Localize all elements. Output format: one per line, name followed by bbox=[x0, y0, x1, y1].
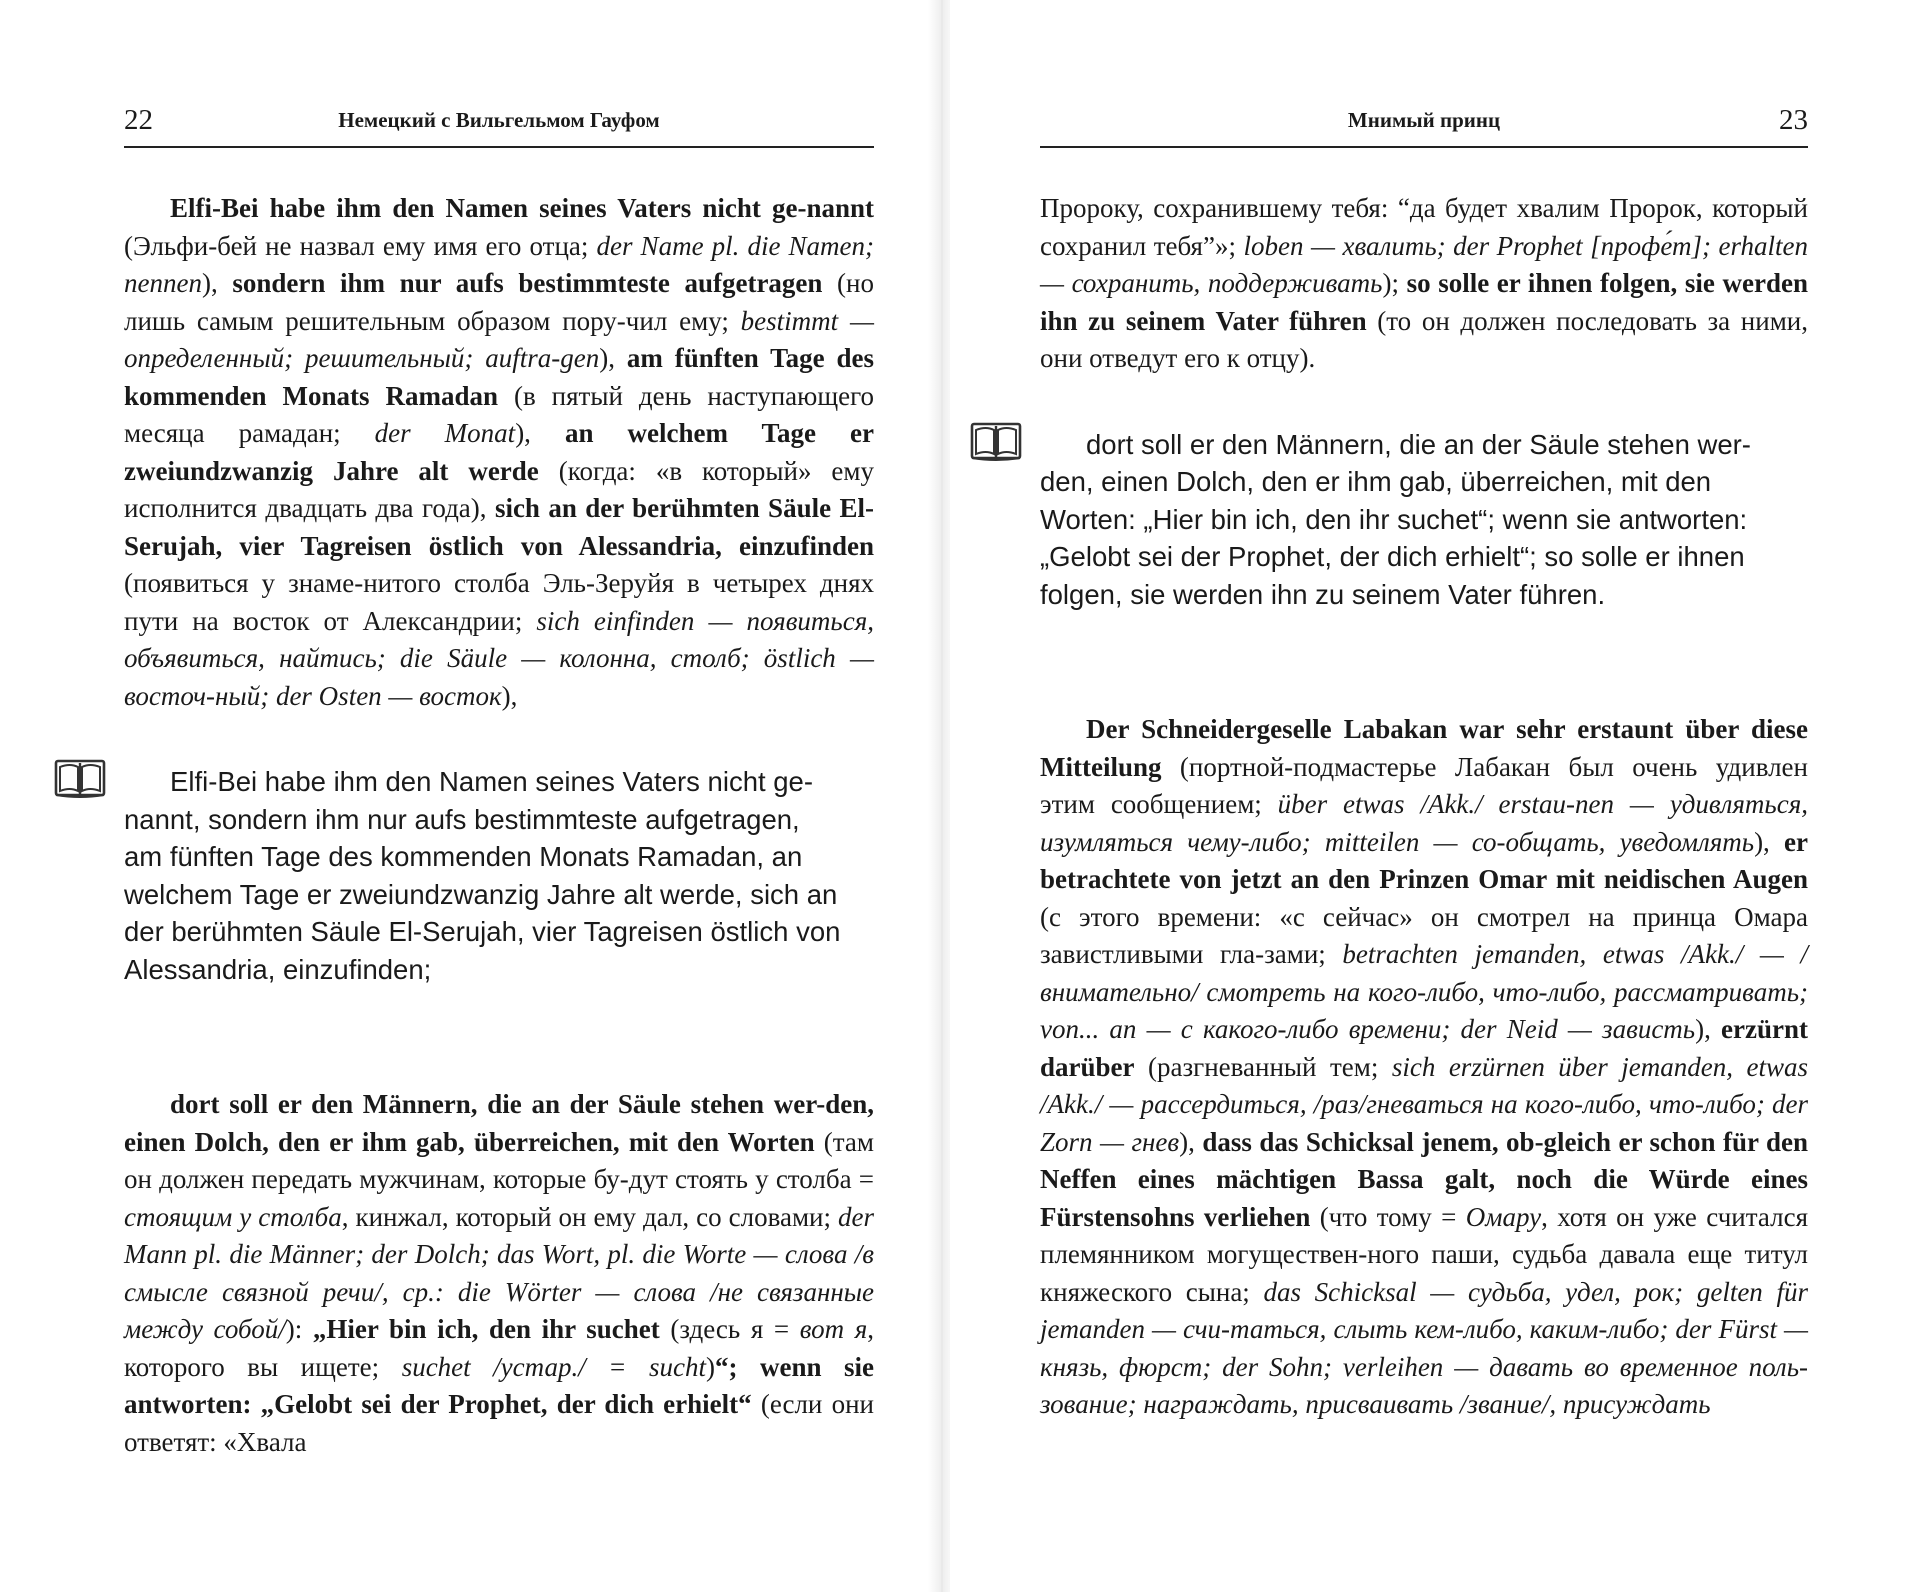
punctuation: ), bbox=[501, 680, 518, 711]
russian-gloss: (когда: «в который» ему исполнится двадцать два года), bbox=[124, 455, 874, 523]
vocab-note: sich erzürnen über jemanden, etwas /Akk./ — рассердиться, /раз/гневаться на кого-либо, что-либо; der Zorn — гнев bbox=[1040, 1051, 1808, 1157]
text-line: Elfi-Bei habe ihm den Namen seines Vaters nicht ge- bbox=[170, 766, 814, 797]
german-segment: er betrachtete von jetzt an den Prinzen Omar mit neidischen Augen bbox=[1040, 826, 1808, 894]
russian-gloss: , кинжал, который он ему дал, со словами; bbox=[341, 1201, 838, 1232]
page-number: 22 bbox=[124, 104, 153, 136]
text-line: welchem Tage er zweiundzwanzig Jahre alt werde, sich an bbox=[124, 878, 838, 910]
russian-gloss: (портной-подмастерье Лабакан был очень удивлен этим сообщением; bbox=[1040, 751, 1808, 819]
text-line: der berühmten Säule El-Serujah, vier Tagreisen östlich von bbox=[124, 916, 841, 947]
russian-gloss: Пророку, сохранившему тебя: “да будет хвалим Пророк, который сохранил тебя”»; bbox=[1040, 193, 1808, 261]
russian-gloss: , которого вы ищете; bbox=[124, 1314, 875, 1382]
russian-gloss: (в пятый день наступающего месяца рамадан; bbox=[124, 380, 874, 448]
punctuation: ), bbox=[1695, 1014, 1722, 1044]
german-segment: dort soll er den Männern, die an der Säule stehen wer-den, einen Dolch, den er ihm gab, überreichen, mit den Worten bbox=[124, 1089, 874, 1157]
german-segment: sondern ihm nur aufs bestimmteste aufgetragen bbox=[232, 268, 823, 298]
german-segment: dass das Schicksal jenem, ob-gleich er schon für den Neffen eines mächtigen Bassa galt, noch die Würde eines Fürstensohns verliehen bbox=[1040, 1126, 1808, 1232]
german-segment: so solle er ihnen folgen, sie werden ihn zu seinem Vater führen bbox=[1040, 268, 1808, 336]
vocab-note: suchet /устар./ = sucht bbox=[401, 1351, 706, 1382]
text-line: folgen, sie werden ihn zu seinem Vater führen. bbox=[1040, 578, 1606, 610]
running-title: Немецкий с Вильгельмом Гауфом bbox=[338, 108, 660, 132]
text-line: am fünften Tage des kommenden Monats Ramadan, an bbox=[124, 841, 803, 872]
german-segment: erzürnt darüber bbox=[1040, 1014, 1808, 1082]
russian-gloss: (здесь я = bbox=[659, 1314, 800, 1344]
vocab-note: loben — хвалить; der Prophet [профе́т]; erhalten — сохранить, поддерживать bbox=[1040, 230, 1808, 298]
russian-gloss: , хотя он уже считался племянником могуществен-ного паши, судьба давала еще титул княжеского сына; bbox=[1040, 1201, 1808, 1307]
punctuation: ), bbox=[201, 268, 233, 298]
open-book-icon bbox=[54, 759, 106, 799]
left-page-header bbox=[124, 98, 874, 148]
russian-gloss: (то он должен последовать за ними, они отведут его к отцу). bbox=[1040, 305, 1808, 373]
punctuation: ) bbox=[705, 1351, 715, 1382]
russian-gloss: (появиться у знаме-нитого столба Эль-Зеруйя в четырех днях пути на восток от Александрии; bbox=[124, 568, 874, 636]
running-title: Мнимый принц bbox=[1347, 108, 1501, 132]
vocab-note: betrachten jemanden, etwas /Akk./ — /внимательно/ смотреть на кого-либо, что-либо, рассматривать; von... an — с какого-либо времени; der Neid — зависть bbox=[1040, 939, 1808, 1044]
annotated-paragraph bbox=[1040, 190, 1808, 378]
russian-gloss: (разгневанный тем; bbox=[1134, 1051, 1392, 1082]
right-page-header bbox=[1040, 98, 1808, 148]
punctuation: ), bbox=[515, 418, 565, 448]
page-number: 23 bbox=[1779, 104, 1808, 136]
left-text-column bbox=[124, 190, 874, 1461]
punctuation: ): bbox=[285, 1314, 313, 1344]
vocab-note: der Name pl. die Namen; nennen bbox=[124, 230, 875, 298]
annotated-paragraph bbox=[124, 190, 874, 715]
german-segment: “; wenn sie antworten: „Gelobt sei der Prophet, der dich erhielt“ bbox=[124, 1351, 874, 1419]
right-text-column bbox=[1040, 190, 1808, 1424]
german-segment: Der Schneidergeselle Labakan war sehr erstaunt über diese Mitteilung bbox=[1040, 714, 1808, 782]
vocab-note: über etwas /Akk./ erstau-nen — удивляться, изумляться чему-либо; mitteilen — со-общать, уведомлять bbox=[1040, 789, 1808, 857]
text-line: Worten: „Hier bin ich, den ihr suchet“; wenn sie antworten: bbox=[1040, 503, 1748, 535]
open-book-icon bbox=[970, 422, 1022, 462]
punctuation: ), bbox=[1754, 826, 1785, 857]
vocab-note: Омару bbox=[1465, 1201, 1542, 1232]
russian-gloss: (Эльфи-бей не назвал ему имя его отца; bbox=[124, 230, 597, 261]
vocab-note: der Mann pl. die Männer; der Dolch; das Wort, pl. die Worte — слова /в смысле связной речи/, ср.: die Wörter — слова /не связанные между собой/ bbox=[124, 1201, 874, 1344]
vocab-note: das Schicksal — судьба, удел, рок; gelten für jemanden — счи-таться, слыть кем-либо, каким-либо; der Fürst — князь, фюрст; der Sohn; verleihen — давать во временное поль-зование; награждать, присваивать /звание/, присуждать bbox=[1040, 1276, 1808, 1419]
vocab-note: стоящим у столба bbox=[124, 1201, 342, 1232]
russian-gloss: (что тому = bbox=[1310, 1201, 1466, 1232]
left-page bbox=[0, 0, 935, 1592]
plain-german-text bbox=[124, 763, 874, 988]
vocab-note: вот я bbox=[799, 1314, 868, 1344]
russian-gloss: (но лишь самым решительным образом пору-чил ему; bbox=[124, 268, 874, 336]
annotated-paragraph bbox=[124, 1086, 874, 1461]
german-segment: „Hier bin ich, den ihr suchet bbox=[312, 1314, 660, 1344]
text-line: dort soll er den Männern, die an der Säule stehen wer- bbox=[1086, 428, 1751, 460]
text-line: nannt, sondern ihm nur aufs bestimmteste aufgetragen, bbox=[124, 803, 800, 835]
right-page bbox=[950, 0, 1908, 1592]
punctuation: ); bbox=[1382, 268, 1407, 298]
punctuation: ), bbox=[599, 343, 627, 373]
german-segment: Elfi-Bei habe ihm den Namen seines Vaters nicht ge-nannt bbox=[170, 193, 874, 223]
vocab-note: der Monat bbox=[374, 418, 516, 448]
annotated-paragraph bbox=[1040, 711, 1808, 1424]
punctuation: ), bbox=[1179, 1126, 1203, 1157]
russian-gloss: (если они ответят: «Хвала bbox=[124, 1389, 874, 1457]
vocab-note: bestimmt — определенный; решительный; auftra-gen bbox=[124, 305, 874, 373]
vocab-note: sich einfinden — появиться, объявиться, найтись; die Säule — колонна, столб; östlich — восточ-ный; der Osten — восток bbox=[124, 605, 874, 711]
russian-gloss: (там он должен передать мужчинам, которые бу-дут стоять у столба = bbox=[124, 1126, 874, 1194]
text-line: Alessandria, einzufinden; bbox=[124, 953, 432, 985]
text-line: den, einen Dolch, den er ihm gab, überreichen, mit den bbox=[1040, 466, 1712, 497]
german-segment: am fünften Tage des kommenden Monats Ramadan bbox=[124, 343, 875, 411]
german-segment: an welchem Tage er zweiundzwanzig Jahre alt werde bbox=[124, 418, 874, 486]
plain-german-text bbox=[1040, 426, 1808, 614]
german-segment: sich an der berühmten Säule El-Serujah, vier Tagreisen östlich von Alessandria, einzufinden bbox=[124, 493, 874, 561]
text-line: „Gelobt sei der Prophet, der dich erhielt“; so solle er ihnen bbox=[1040, 541, 1745, 572]
russian-gloss: (с этого времени: «с сейчас» он смотрел на принца Омара завистливыми гла-зами; bbox=[1040, 901, 1808, 969]
